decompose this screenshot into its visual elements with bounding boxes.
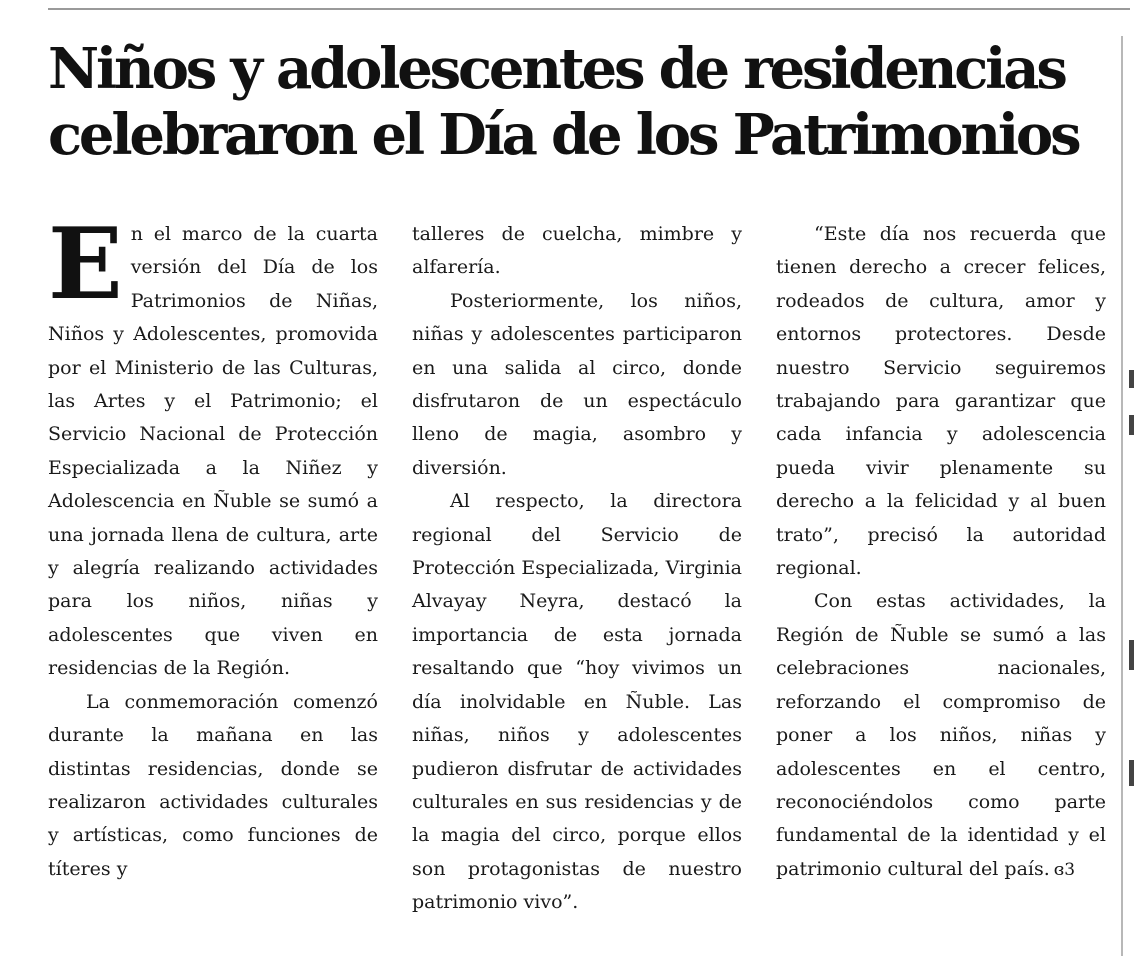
article-column-1 (48, 207, 378, 886)
paragraph-6 (776, 585, 1106, 887)
paragraph-5: “Este día nos recuerda que tienen derecho a crecer felices, rodeados de cultura, amor y entornos protectores. Desde nuestro Servicio seguiremos trabajando para garantizar que cada infancia y adolescencia pueda vivir plenamente su derecho a la felicidad y al buen trato”, precisó la autoridad regional. (776, 223, 1106, 580)
right-column-rule (1121, 36, 1123, 956)
paragraph-4: Al respecto, la directora regional del Servicio de Protección Especializada, Virginia Alvayay Neyra, destacó la importancia de esta jornada resaltando que “hoy vivimos un día inolvidable en Ñuble. Las niñas, niños y adolescentes pudieron disfrutar de actividades culturales en sus residencias y de la magia del circo, porque ellos son protagonistas de nuestro patrimonio vivo”. (412, 490, 742, 914)
paragraph-2: La conmemoración comenzó durante la mañana en las distintas residencias, donde se realizaron actividades culturales y artísticas, como funciones de títeres y (48, 690, 378, 880)
end-mark-icon: ɞ3 (1053, 859, 1076, 880)
drop-cap: E (48, 207, 123, 322)
headline: Niños y adolescentes de residencias celebraron el Día de los Patrimonios (48, 36, 1079, 168)
top-rule (48, 8, 1130, 10)
paragraph-2-continued: talleres de cuelcha, mimbre y alfarería. (412, 223, 742, 279)
paragraph-1-text: n el marco de la cuarta versión del Día de los Patrimonios de Niñas, Niños y Adolescentes, promovida por el Ministerio de las Culturas, las Artes y el Patrimonio; el Servicio Nacional de Protección Especializada a la Niñez y Adolescencia en Ñuble se sumó a una jornada llena de cultura, arte y alegría realizando actividades para los niños, niñas y adolescentes que viven en residencias de la Región. (48, 223, 378, 680)
paragraph-6-text: Con estas actividades, la Región de Ñuble se sumó a las celebraciones nacionales, reforzando el compromiso de poner a los niños, niñas y adolescentes en el centro, reconociéndolos como parte fundamental de la identidad y el patrimonio cultural del país. (776, 590, 1106, 880)
adjacent-column-edge (1129, 640, 1134, 670)
adjacent-column-edge (1129, 415, 1134, 435)
paragraph-1 (48, 207, 378, 686)
article-column-2 (412, 218, 742, 920)
paragraph-3: Posteriormente, los niños, niñas y adolescentes participaron en una salida al circo, donde disfrutaron de un espectáculo lleno de magia, asombro y diversión. (412, 289, 742, 479)
adjacent-column-edge (1129, 760, 1134, 786)
adjacent-column-edge (1129, 370, 1134, 388)
article-column-3 (776, 218, 1106, 887)
